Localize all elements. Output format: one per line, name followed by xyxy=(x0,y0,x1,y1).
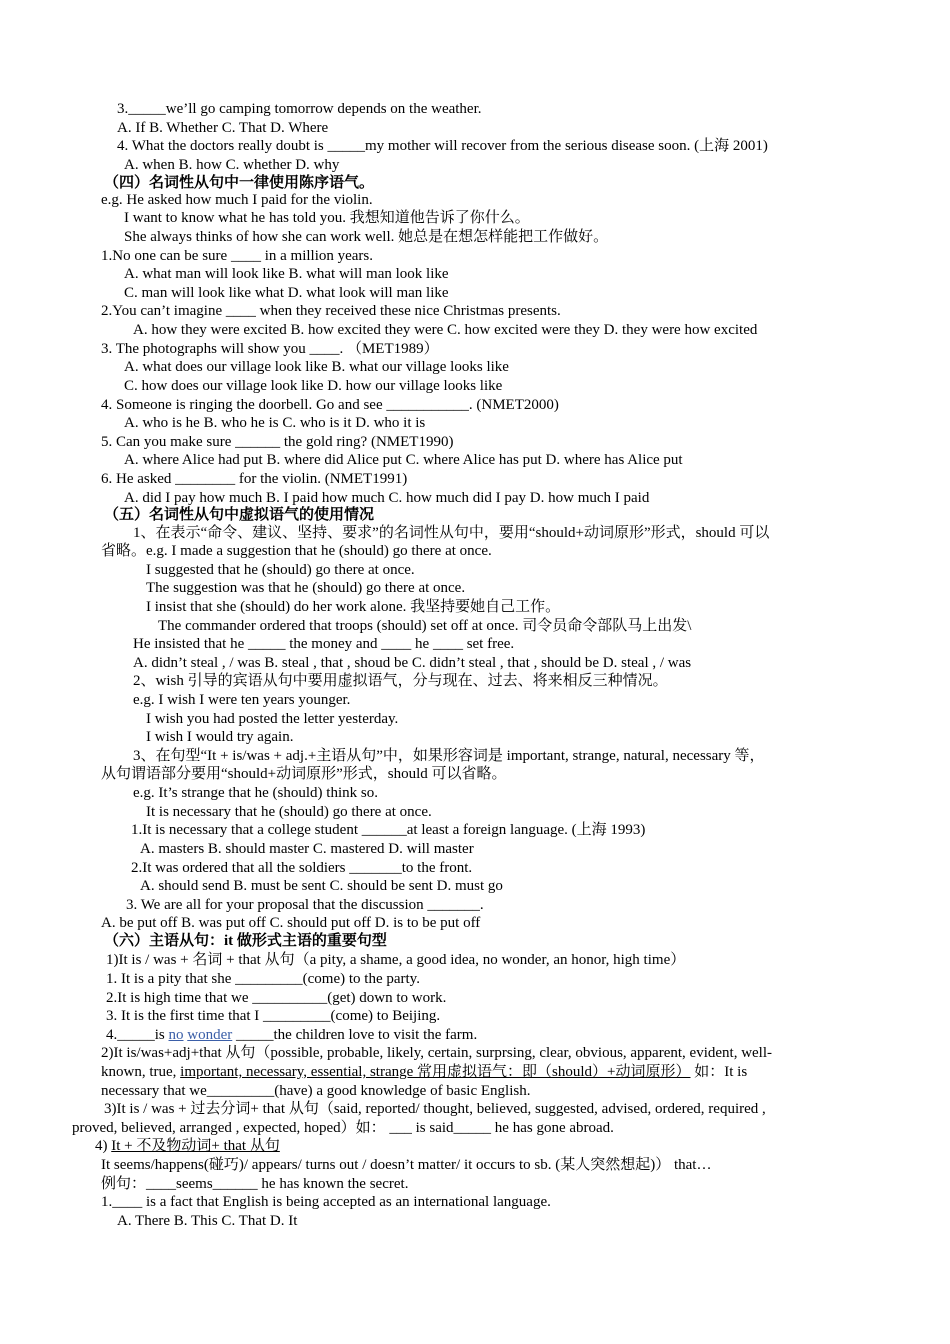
text-line: e.g. It’s strange that he (should) think so. xyxy=(133,785,378,801)
section-heading: （五）名词性从句中虚拟语气的使用情况 xyxy=(104,507,375,523)
text-line: I insist that she (should) do her work alone. 我坚持要她自己工作。 xyxy=(146,599,561,615)
text-fragment: 如：It is xyxy=(690,1064,748,1080)
text-line: The suggestion was that he (should) go there at once. xyxy=(146,580,466,596)
text-line: 3)It is / was + 过去分词+ that 从句（said, reported/ thought, believed, suggested, advised, ordered, required , xyxy=(104,1101,766,1117)
text-line: The commander ordered that troops (should) set off at once. 司令员命令部队马上出发\ xyxy=(158,618,692,634)
text-line: A. how they were excited B. how excited they were C. how excited were they D. they were how excited xyxy=(133,322,758,338)
text-line: 2)It is/was+adj+that 从句（possible, probable, likely, certain, surprsing, clear, obvious, apparent, evident, well- xyxy=(101,1045,773,1061)
text-line: 4. Someone is ringing the doorbell. Go and see ___________. (NMET2000) xyxy=(101,397,559,413)
text-line: e.g. He asked how much I paid for the violin. xyxy=(101,192,373,208)
text-line: 例句：____seems______ he has known the secret. xyxy=(101,1176,409,1192)
text-fragment: 4) xyxy=(95,1138,112,1154)
text-line: A. where Alice had put B. where did Alice put C. where Alice has put D. where has Alice put xyxy=(124,452,683,468)
text-line: 省略。e.g. I made a suggestion that he (should) go there at once. xyxy=(101,543,492,559)
text-line: A. be put off B. was put off C. should put off D. is to be put off xyxy=(101,915,481,931)
text-line: 1)It is / was + 名词 + that 从句（a pity, a shame, a good idea, no wonder, an honor, high time） xyxy=(106,952,686,968)
text-line: 1.____ is a fact that English is being accepted as an international language. xyxy=(101,1194,551,1210)
text-line xyxy=(106,1026,477,1044)
text-line: I suggested that he (should) go there at once. xyxy=(146,562,415,578)
section-heading: （四）名词性从句中一律使用陈序语气。 xyxy=(104,175,375,191)
text-line: A. masters B. should master C. mastered D. will master xyxy=(140,841,474,857)
text-line: 3._____we’ll go camping tomorrow depends on the weather. xyxy=(117,101,482,117)
text-line: e.g. I wish I were ten years younger. xyxy=(133,692,351,708)
text-line: A. If B. Whether C. That D. Where xyxy=(117,120,329,136)
text-line: 5. Can you make sure ______ the gold ring? (NMET1990) xyxy=(101,434,454,450)
text-line: 2、wish 引导的宾语从句中要用虚拟语气，分与现在、过去、将来相反三种情况。 xyxy=(133,673,668,689)
text-line xyxy=(95,1137,280,1155)
text-line: A. what man will look like B. what will man look like xyxy=(124,266,449,282)
text-line: A. did I pay how much B. I paid how much C. how much did I pay D. how much I paid xyxy=(124,490,650,506)
text-line: C. man will look like what D. what look will man like xyxy=(124,285,449,301)
question-text: _____the children love to visit the farm. xyxy=(232,1027,478,1043)
text-line: A. when B. how C. whether D. why xyxy=(124,157,340,173)
text-line: It seems/happens(碰巧)/ appears/ turns out / doesn’t matter/ it occurs to sb. (某人突然想起)） that… xyxy=(101,1157,712,1173)
text-line: 2.It is high time that we __________(get) down to work. xyxy=(106,990,447,1006)
question-text: 4._____is xyxy=(106,1027,169,1043)
text-line: 6. He asked ________ for the violin. (NMET1991) xyxy=(101,471,408,487)
hyperlink-no[interactable]: no xyxy=(168,1027,184,1043)
text-line: She always thinks of how she can work well. 她总是在想怎样能把工作做好。 xyxy=(124,229,609,245)
text-line: A. didn’t steal , / was B. steal , that , shoud be C. didn’t steal , that , should be D. steal , / was xyxy=(133,655,692,671)
text-line: I wish you had posted the letter yesterday. xyxy=(146,711,399,727)
text-line: 3. The photographs will show you ____. （MET1989） xyxy=(101,341,439,357)
text-line: 1. It is a pity that she _________(come) to the party. xyxy=(106,971,420,987)
text-line: A. who is he B. who he is C. who is it D. who it is xyxy=(124,415,426,431)
text-line: 3. We are all for your proposal that the discussion _______. xyxy=(126,897,484,913)
text-line: 2.It was ordered that all the soldiers _______to the front. xyxy=(131,860,473,876)
text-line: 1、在表示“命令、建议、坚持、要求”的名词性从句中，要用“should+动词原形”形式，should 可以 xyxy=(133,525,770,541)
underlined-text: It + 不及物动词+ that 从句 xyxy=(111,1138,280,1154)
text-line: C. how does our village look like D. how our village looks like xyxy=(124,378,503,394)
text-line: 1.It is necessary that a college student ______at least a foreign language. (上海 1993) xyxy=(131,822,646,838)
text-line: 3、在句型“It + is/was + adj.+主语从句”中，如果形容词是 important, strange, natural, necessary 等， xyxy=(133,748,765,764)
text-line: 2.You can’t imagine ____ when they received these nice Christmas presents. xyxy=(101,303,561,319)
text-line: A. There B. This C. That D. It xyxy=(117,1213,298,1229)
text-line: I wish I would try again. xyxy=(146,729,294,745)
text-line: necessary that we_________(have) a good knowledge of basic English. xyxy=(101,1083,531,1099)
text-line: 1.No one can be sure ____ in a million years. xyxy=(101,248,374,264)
hyperlink-wonder[interactable]: wonder xyxy=(187,1027,233,1043)
text-line: A. what does our village look like B. what our village looks like xyxy=(124,359,509,375)
underlined-text: important, necessary, essential, strange 常用虚拟语气：即（should）+动词原形） xyxy=(180,1064,691,1080)
text-line xyxy=(101,1063,747,1081)
text-line: proved, believed, arranged , expected, hoped）如： ___ is said_____ he has gone abroad. xyxy=(72,1120,614,1136)
text-line: It is necessary that he (should) go there at once. xyxy=(146,804,432,820)
text-line: He insisted that he _____ the money and ____ he ____ set free. xyxy=(133,636,515,652)
text-fragment: known, true, xyxy=(101,1064,181,1080)
text-line: A. should send B. must be sent C. should be sent D. must go xyxy=(140,878,503,894)
section-heading: （六）主语从句：it 做形式主语的重要句型 xyxy=(104,933,387,949)
text-line: 4. What the doctors really doubt is _____my mother will recover from the serious disease soon. (上海 2001) xyxy=(117,138,768,154)
text-line: I want to know what he has told you. 我想知道他告诉了你什么。 xyxy=(124,210,530,226)
text-line: 3. It is the first time that I _________(come) to Beijing. xyxy=(106,1008,441,1024)
text-line: 从句谓语部分要用“should+动词原形”形式，should 可以省略。 xyxy=(101,766,507,782)
